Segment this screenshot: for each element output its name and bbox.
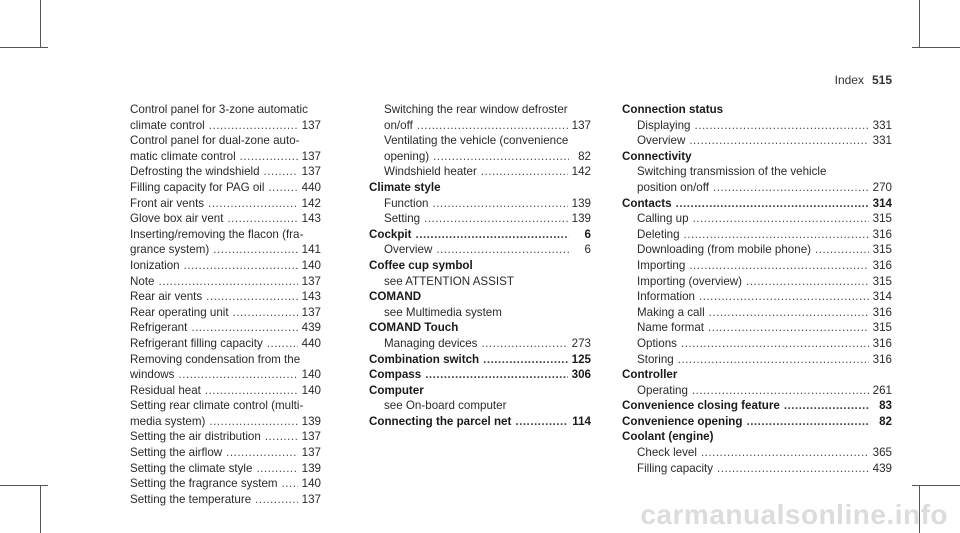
index-heading	[369, 258, 591, 274]
page-number: 515	[871, 73, 892, 87]
page-ref[interactable]: 139	[571, 212, 591, 226]
leader-dots	[282, 476, 298, 492]
leader-dots	[205, 383, 298, 399]
leader-dots	[709, 305, 869, 321]
page-ref[interactable]: 439	[872, 461, 892, 475]
entry-text: Connection status	[622, 103, 724, 116]
page-ref[interactable]: 139	[301, 414, 321, 428]
leader-dots	[746, 274, 869, 290]
entry-text: Compass	[369, 368, 422, 382]
index-entry	[115, 429, 321, 445]
entry-text: Ventilating the vehicle (convenience	[384, 134, 569, 148]
index-entry	[369, 149, 591, 165]
index-entry	[622, 305, 892, 321]
page-ref[interactable]: 114	[572, 414, 591, 428]
entry-text: Refrigerant	[130, 321, 188, 335]
crop-mark	[912, 485, 960, 486]
leader-dots	[240, 149, 298, 165]
leader-dots	[701, 445, 869, 461]
entry-text: position on/off	[637, 180, 709, 194]
leader-dots	[692, 383, 869, 399]
page-ref[interactable]: 6	[584, 243, 591, 257]
entry-text: windows	[130, 368, 175, 382]
leader-dots	[784, 398, 870, 414]
page-ref[interactable]: 82	[879, 414, 892, 428]
leader-dots	[678, 352, 869, 368]
leader-dots	[432, 196, 567, 212]
index-heading	[369, 289, 591, 305]
leader-dots	[178, 367, 297, 383]
entry-text: Coolant (engine)	[622, 430, 714, 444]
entry-text: on/off	[384, 118, 413, 132]
page-ref[interactable]: 137	[301, 305, 321, 319]
entry-text: Displaying	[637, 118, 691, 132]
index-entry	[115, 242, 321, 258]
entry-text: matic climate control	[130, 149, 236, 163]
crop-mark	[919, 0, 920, 48]
entry-text: Name format	[637, 321, 705, 335]
index-entry	[115, 133, 321, 149]
index-column-3	[622, 102, 892, 476]
entry-text: Residual heat	[130, 383, 201, 397]
page-ref[interactable]: 316	[872, 336, 892, 350]
index-heading	[369, 180, 591, 196]
leader-dots	[713, 180, 869, 196]
page-ref[interactable]: 137	[301, 492, 321, 506]
index-heading	[622, 429, 892, 445]
entry-text: Controller	[622, 368, 678, 382]
leader-dots	[693, 211, 869, 227]
leader-dots	[227, 211, 297, 227]
index-entry	[115, 180, 321, 196]
page-ref[interactable]: 82	[578, 149, 591, 163]
crop-mark	[0, 47, 48, 48]
leader-dots	[268, 180, 297, 196]
index-entry	[622, 211, 892, 227]
entry-text: Defrosting the windshield	[130, 165, 260, 179]
entry-text: Setting the air distribution	[130, 430, 261, 444]
leader-dots	[689, 258, 868, 274]
leader-dots	[684, 227, 869, 243]
entry-text: see Multimedia system	[384, 305, 502, 319]
index-entry	[622, 445, 892, 461]
page-ref[interactable]: 125	[571, 352, 591, 366]
index-entry	[115, 258, 321, 274]
index-heading	[622, 414, 892, 430]
leader-dots	[233, 305, 298, 321]
entry-text: climate control	[130, 118, 205, 132]
entry-text: Filling capacity	[637, 461, 714, 475]
page-ref[interactable]: 331	[872, 118, 892, 132]
entry-text: Control panel for 3-zone automatic	[130, 103, 308, 116]
page-ref[interactable]: 331	[872, 134, 892, 148]
page-ref[interactable]: 316	[872, 305, 892, 319]
entry-text: Making a call	[637, 305, 705, 319]
index-heading	[622, 149, 892, 165]
leader-dots	[689, 133, 868, 149]
entry-text: see On-board computer	[384, 399, 507, 413]
entry-text: Overview	[384, 243, 433, 257]
entry-text: Refrigerant filling capacity	[130, 336, 263, 350]
page-ref[interactable]: 137	[301, 118, 321, 132]
index-entry	[115, 367, 321, 383]
index-entry	[115, 274, 321, 290]
page-ref[interactable]: 142	[301, 196, 321, 210]
entry-text: Setting the climate style	[130, 461, 253, 475]
page-ref[interactable]: 141	[301, 243, 321, 257]
index-entry	[369, 305, 591, 321]
page-ref[interactable]: 316	[872, 258, 892, 272]
leader-dots	[417, 118, 568, 134]
entry-text: Removing condensation from the	[130, 352, 301, 366]
entry-text: Glove box air vent	[130, 212, 224, 226]
index-entry	[369, 102, 591, 118]
entry-text: Front air vents	[130, 196, 205, 210]
entry-text: Calling up	[637, 212, 689, 226]
entry-text: opening)	[384, 149, 430, 163]
index-entry	[115, 149, 321, 165]
leader-dots	[483, 352, 568, 368]
index-entry	[369, 164, 591, 180]
page-ref[interactable]: 440	[301, 336, 321, 350]
page-ref[interactable]: 143	[301, 212, 321, 226]
index-entry	[369, 133, 591, 149]
page-ref[interactable]: 316	[872, 352, 892, 366]
page-ref[interactable]: 83	[879, 399, 892, 413]
leader-dots	[267, 336, 298, 352]
index-heading	[622, 398, 892, 414]
entry-text: Filling capacity for PAG oil	[130, 180, 265, 194]
leader-dots	[433, 149, 569, 165]
entry-text: Switching transmission of the vehicle	[637, 165, 827, 179]
leader-dots	[681, 336, 869, 352]
entry-text: Windshield heater	[384, 165, 477, 179]
index-entry	[622, 164, 892, 180]
page-ref[interactable]: 143	[301, 290, 321, 304]
leader-dots	[481, 164, 568, 180]
entry-text: Ionization	[130, 258, 180, 272]
entry-text: see ATTENTION ASSIST	[384, 274, 514, 288]
page-ref[interactable]: 137	[571, 118, 591, 132]
index-entry	[622, 383, 892, 399]
crop-mark	[40, 485, 41, 533]
header-title: Index	[834, 73, 864, 87]
page-ref[interactable]: 440	[301, 180, 321, 194]
leader-dots	[256, 461, 297, 477]
index-entry	[622, 180, 892, 196]
index-column-1	[115, 102, 321, 507]
index-heading	[369, 414, 591, 430]
entry-text: Connectivity	[622, 149, 692, 163]
leader-dots	[159, 274, 298, 290]
index-entry	[115, 352, 321, 368]
page-ref[interactable]: 137	[301, 446, 321, 460]
entry-text: Information	[637, 290, 695, 304]
leader-dots	[208, 196, 298, 212]
page-ref[interactable]: 316	[872, 227, 892, 241]
page-ref[interactable]: 273	[571, 336, 591, 350]
entry-text: Contacts	[622, 196, 672, 210]
page-ref[interactable]: 261	[872, 383, 892, 397]
entry-text: Inserting/removing the flacon (fra-	[130, 227, 304, 241]
index-entry	[115, 164, 321, 180]
index-entry	[622, 258, 892, 274]
entry-text: Deleting	[637, 227, 680, 241]
leader-dots	[213, 242, 297, 258]
leader-dots	[265, 429, 298, 445]
entry-text: Control panel for dual-zone auto-	[130, 134, 300, 148]
entry-text: Rear operating unit	[130, 305, 229, 319]
page-ref[interactable]: 137	[301, 149, 321, 163]
leader-dots	[209, 118, 298, 134]
page-ref[interactable]: 270	[872, 180, 892, 194]
index-entry	[622, 118, 892, 134]
index-column-2	[369, 102, 591, 429]
entry-text: Setting the airflow	[130, 446, 223, 460]
entry-text: Coffee cup symbol	[369, 258, 473, 272]
index-entry	[622, 133, 892, 149]
index-entry	[115, 320, 321, 336]
page-ref[interactable]: 137	[301, 274, 321, 288]
page-ref[interactable]: 315	[872, 321, 892, 335]
index-entry	[622, 274, 892, 290]
index-entry	[369, 242, 591, 258]
page-ref[interactable]: 314	[872, 196, 892, 210]
leader-dots	[425, 367, 567, 383]
leader-dots	[699, 289, 869, 305]
crop-mark	[40, 0, 41, 48]
index-entry	[369, 118, 591, 134]
page-ref[interactable]: 139	[301, 461, 321, 475]
page-ref[interactable]: 137	[301, 165, 321, 179]
page-ref[interactable]: 6	[584, 227, 591, 241]
page-ref[interactable]: 315	[872, 212, 892, 226]
entry-text: Convenience closing feature	[622, 399, 780, 413]
leader-dots	[424, 211, 568, 227]
index-heading	[369, 367, 591, 383]
page-ref[interactable]: 140	[301, 477, 321, 491]
index-entry	[115, 492, 321, 508]
index-entry	[115, 305, 321, 321]
leader-dots	[436, 242, 569, 258]
page-ref[interactable]: 365	[872, 446, 892, 460]
entry-text: Computer	[369, 383, 424, 397]
page-ref[interactable]: 315	[872, 274, 892, 288]
page-ref[interactable]: 139	[571, 196, 591, 210]
entry-text: Combination switch	[369, 352, 480, 366]
page-ref[interactable]: 137	[301, 430, 321, 444]
entry-text: Setting rear climate control (multi-	[130, 399, 304, 413]
index-entry	[115, 336, 321, 352]
entry-text: Setting the fragrance system	[130, 477, 278, 491]
leader-dots	[717, 461, 869, 477]
entry-text: Downloading (from mobile phone)	[637, 243, 811, 257]
index-entry	[369, 398, 591, 414]
index-entry	[622, 461, 892, 477]
index-heading	[369, 383, 591, 399]
page-ref[interactable]: 439	[301, 321, 321, 335]
entry-text: Function	[384, 196, 429, 210]
index-entry	[622, 336, 892, 352]
entry-text: Importing (overview)	[637, 274, 743, 288]
page-ref[interactable]: 140	[301, 383, 321, 397]
leader-dots	[206, 289, 297, 305]
index-entry	[369, 336, 591, 352]
page-ref[interactable]: 315	[872, 243, 892, 257]
index-entry	[115, 196, 321, 212]
leader-dots	[746, 414, 870, 430]
entry-text: COMAND Touch	[369, 321, 459, 335]
index-entry	[369, 274, 591, 290]
index-entry	[115, 476, 321, 492]
entry-text: Options	[637, 336, 677, 350]
entry-text: Switching the rear window defroster	[384, 103, 568, 116]
page-ref[interactable]: 306	[571, 368, 591, 382]
entry-text: Convenience opening	[622, 414, 743, 428]
index-heading	[369, 352, 591, 368]
entry-text: Setting	[384, 212, 421, 226]
index-heading	[622, 102, 892, 118]
leader-dots	[255, 492, 297, 508]
leader-dots	[515, 414, 568, 430]
index-entry	[115, 118, 321, 134]
leader-dots	[264, 164, 298, 180]
leader-dots	[184, 258, 298, 274]
entry-text: Storing	[637, 352, 674, 366]
leader-dots	[676, 196, 869, 212]
leader-dots	[416, 227, 569, 243]
leader-dots	[209, 414, 297, 430]
entry-text: Note	[130, 274, 155, 288]
index-entry	[115, 289, 321, 305]
index-entry	[115, 461, 321, 477]
entry-text: Connecting the parcel net	[369, 414, 512, 428]
entry-text: Cockpit	[369, 227, 412, 241]
entry-text: Managing devices	[384, 336, 478, 350]
index-heading	[369, 227, 591, 243]
leader-dots	[708, 320, 869, 336]
entry-text: Overview	[637, 134, 686, 148]
index-entry	[622, 227, 892, 243]
index-entry	[622, 242, 892, 258]
page-ref[interactable]: 314	[872, 290, 892, 304]
index-entry	[115, 398, 321, 414]
page-header	[835, 73, 892, 87]
watermark-logo: carmanualsonline.info	[640, 499, 948, 530]
page-ref[interactable]: 140	[301, 258, 321, 272]
entry-text: Importing	[637, 258, 686, 272]
page-ref[interactable]: 140	[301, 368, 321, 382]
index-entry	[115, 414, 321, 430]
index-entry	[115, 102, 321, 118]
entry-text: media system)	[130, 414, 206, 428]
entry-text: Operating	[637, 383, 688, 397]
index-entry	[115, 227, 321, 243]
entry-text: Rear air vents	[130, 290, 203, 304]
entry-text: Check level	[637, 446, 697, 460]
crop-mark	[912, 47, 960, 48]
entry-text: grance system)	[130, 243, 210, 257]
page-ref[interactable]: 142	[571, 165, 591, 179]
index-entry	[369, 211, 591, 227]
entry-text: Climate style	[369, 180, 441, 194]
index-heading	[622, 196, 892, 212]
index-entry	[115, 383, 321, 399]
index-entry	[622, 320, 892, 336]
leader-dots	[226, 445, 298, 461]
leader-dots	[815, 242, 869, 258]
leader-dots	[191, 320, 297, 336]
index-entry	[115, 445, 321, 461]
index-heading	[369, 320, 591, 336]
leader-dots	[695, 118, 869, 134]
index-entry	[369, 196, 591, 212]
index-heading	[622, 367, 892, 383]
index-entry	[622, 289, 892, 305]
entry-text: Setting the temperature	[130, 492, 252, 506]
entry-text: COMAND	[369, 290, 422, 304]
crop-mark	[0, 485, 48, 486]
index-entry	[115, 211, 321, 227]
leader-dots	[481, 336, 567, 352]
index-entry	[622, 352, 892, 368]
